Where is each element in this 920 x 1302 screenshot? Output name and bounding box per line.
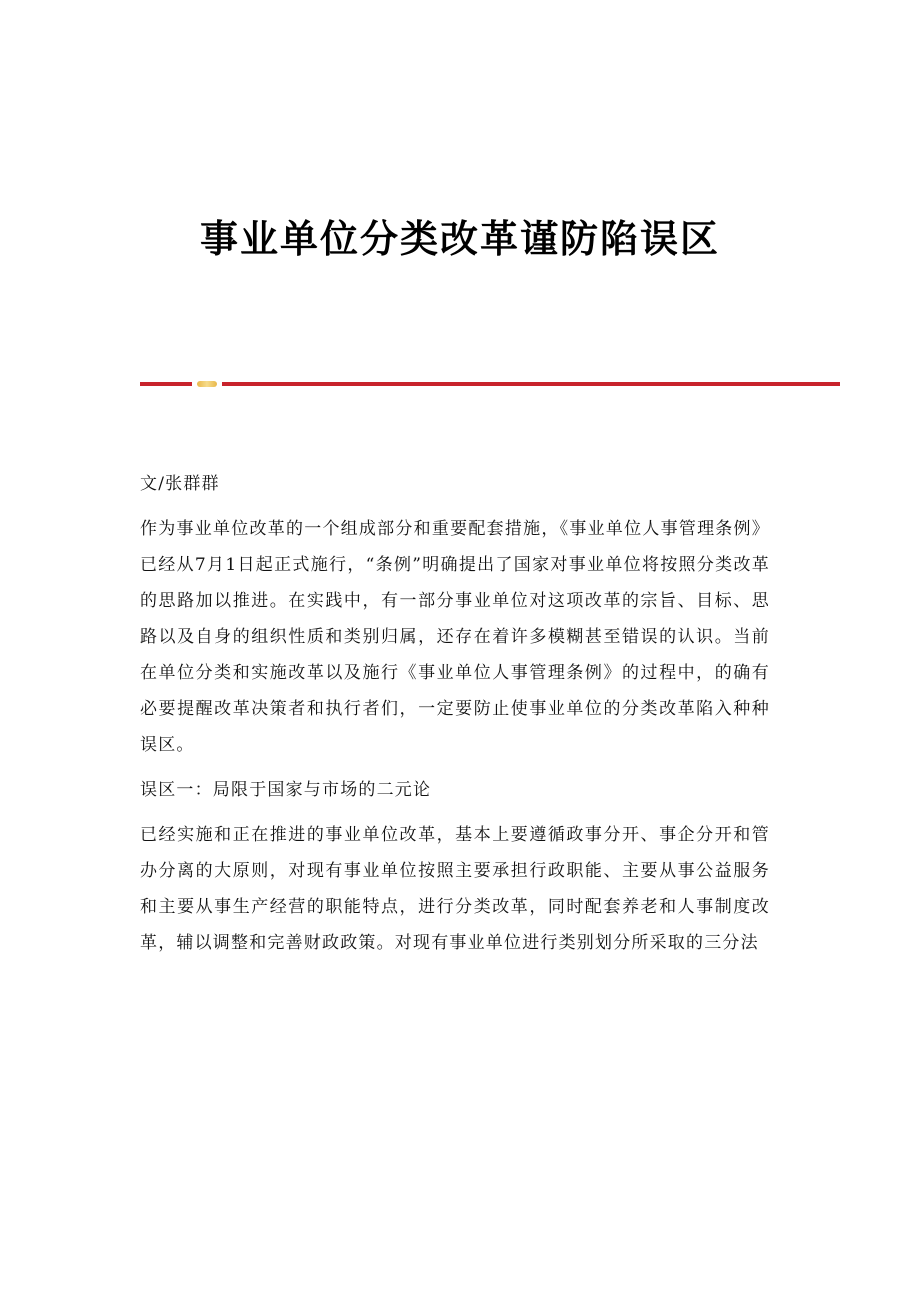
paragraph-section-one: 已经实施和正在推进的事业单位改革，基本上要遵循政事分开、事企分开和管办分离的大原则，对现有事业单位按照主要承担行政职能、主要从事公益服务和主要从事生产经营的职能特点，进行分类改革，同时配套养老和人事制度改革，辅以调整和完善财政政策。对现有事业单位进行类别划分所采取的三分法 xyxy=(140,825,770,953)
title-divider xyxy=(140,380,840,388)
divider-bar-left xyxy=(140,382,192,386)
paragraph-intro: 作为事业单位改革的一个组成部分和重要配套措施，《事业单位人事管理条例》已经从7月1日起正式施行，“条例”明确提出了国家对事业单位将按照分类改革的思路加以推进。在实践中，有一部分事业单位对这项改革的宗旨、目标、思路以及自身的组织性质和类别归属，还存在着许多模糊甚至错误的认识。当前在单位分类和实施改革以及施行《事业单位人事管理条例》的过程中，的确有必要提醒改革决策者和执行者们，一定要防止使事业单位的分类改革陷入种种误区。 xyxy=(140,519,770,755)
document-title: 事业单位分类改革谨防陷误区 xyxy=(199,216,720,261)
divider-ornament-icon xyxy=(197,381,217,387)
author-line: 文/张群群 xyxy=(140,474,220,494)
divider-bar-right xyxy=(222,382,840,386)
document-body xyxy=(140,466,770,970)
section-heading: 误区一：局限于国家与市场的二元论 xyxy=(140,780,432,800)
